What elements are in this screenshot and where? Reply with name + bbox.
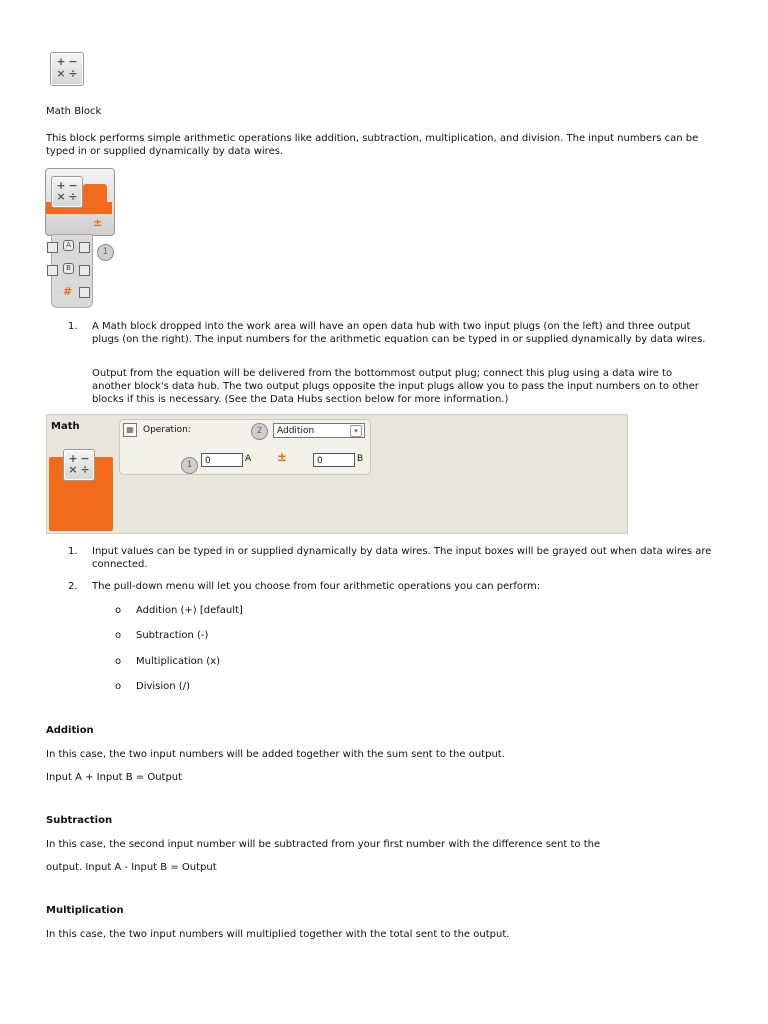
input-b-label: B [357,454,364,464]
times-icon: × [56,190,66,203]
operation-subtraction: Subtraction (-) [136,630,209,641]
operation-bullet: o [115,681,122,692]
config-math-icon [63,449,95,481]
math-block-icon [50,52,84,86]
plug-b-label: B [63,263,74,274]
callout-2: 2 [251,423,268,440]
operation-bullet: o [115,630,122,641]
output-plug-b[interactable] [79,265,90,276]
divide-icon: ÷ [80,463,90,476]
plus-minus-icon: ± [277,450,288,464]
divide-icon: ÷ [68,190,78,203]
plus-minus-icon: ± [93,216,103,229]
operation-dropdown-value: Addition [277,426,315,436]
addition-formula: Input A + Input B = Output [46,772,183,783]
math-block-hub-figure [45,168,117,308]
chevron-down-icon[interactable]: ▾ [350,425,362,437]
minus-icon: − [68,55,78,68]
times-icon: × [68,463,78,476]
subtraction-text-2: output. Input A - Input B = Output [46,862,217,873]
list2-item-2-number: 2. [68,581,78,592]
operation-division: Division (/) [136,681,190,692]
subtraction-heading: Subtraction [46,815,113,826]
addition-text: In this case, the two input numbers will be added together with the sum sent to the output. [46,749,505,760]
operation-multiplication: Multiplication (x) [136,656,221,667]
addition-heading: Addition [46,725,94,736]
list1-paragraph-1: A Math block dropped into the work area will have an open data hub with two input plugs (on the left) and three output plugs (on the right). The input numbers for the arithmetic equation can be typed in or supplied dynamically by data wires. [92,321,706,345]
plus-icon: + [68,452,78,465]
list2-item-2-text: The pull-down menu will let you choose from four arithmetic operations you can perform: [92,581,541,592]
list1-number: 1. [68,321,78,332]
plug-a-label: A [63,240,74,251]
plus-icon: + [56,179,66,192]
times-icon: × [56,67,66,80]
operation-addition: Addition (+) [default] [136,605,243,616]
sequence-plug [83,184,107,208]
config-panel-title: Math [51,421,80,432]
callout-1-inputs: 1 [181,457,198,474]
operation-dropdown[interactable] [273,423,365,438]
operation-bullet: o [115,605,122,616]
minus-icon: − [80,452,90,465]
calculator-icon: ▦ [123,423,137,437]
input-b-field[interactable]: 0 [313,453,355,467]
input-a-label: A [245,454,252,464]
config-panel [46,414,628,534]
input-plug-a[interactable] [47,242,58,253]
multiplication-text: In this case, the two input numbers will multiplied together with the total sent to the output. [46,929,510,940]
operation-label: Operation: [143,425,191,435]
multiplication-heading: Multiplication [46,905,124,916]
block-title: Math Block [46,106,102,117]
minus-icon: − [68,179,78,192]
divide-icon: ÷ [68,67,78,80]
list2-item-1-number: 1. [68,546,78,557]
subtraction-text: In this case, the second input number will be subtracted from your first number with the difference sent to the [46,839,601,850]
list1-paragraph-2: Output from the equation will be delivered from the bottommost output plug; connect this plug using a data wire to another block's data hub. The two output plugs opposite the input plugs allow you to pass the input numbers on to other blocks if this is necessary. (See the Data Hubs section below for more information.) [92,368,699,405]
list2-item-1-text: Input values can be typed in or supplied dynamically by data wires. The input boxes will be grayed out when data wires are connected. [92,546,712,570]
intro-paragraph: This block performs simple arithmetic operations like addition, subtraction, multiplication, and division. The input numbers can be typed in or supplied dynamically by data wires. [46,133,699,157]
callout-1: 1 [97,244,114,261]
output-plug-a[interactable] [79,242,90,253]
plus-icon: + [56,55,66,68]
operation-bullet: o [115,656,122,667]
output-hash-icon: # [63,285,73,298]
input-plug-b[interactable] [47,265,58,276]
input-a-field[interactable]: 0 [201,453,243,467]
block-math-icon [51,176,83,208]
output-plug-result[interactable] [79,287,90,298]
